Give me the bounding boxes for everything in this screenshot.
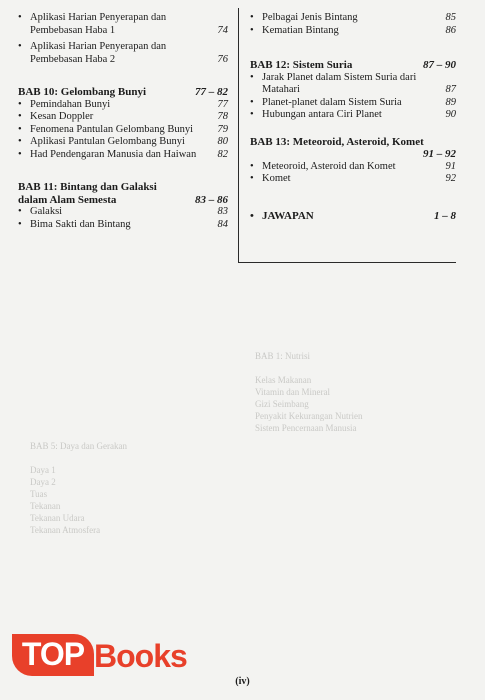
chapter-heading: BAB 10: Gelombang Bunyi 77 – 82: [18, 86, 228, 98]
toc-entry: • Aplikasi Harian Penyerapan dan Pembebasan Haba 2 76: [18, 41, 228, 66]
toc-entry: • Pelbagai Jenis Bintang 85: [250, 12, 456, 25]
chapter-heading: BAB 11: Bintang dan Galaksi dalam Alam Semesta 83 – 86: [18, 181, 228, 206]
toc-entry: • Planet-planet dalam Sistem Suria 89: [250, 97, 456, 110]
answers-entry: • JAWAPAN 1 – 8: [250, 210, 456, 223]
toc-entry: • Jarak Planet dalam Sistem Suria dari Matahari 87: [250, 72, 456, 97]
logo-books-text: Books: [94, 638, 187, 674]
left-column: [18, 12, 228, 231]
logo-top-badge: TOP: [12, 634, 94, 676]
toc-entry: • Meteoroid, Asteroid dan Komet 91: [250, 161, 456, 174]
bleed-through-text: BAB 1: Nutrisi Kelas Makanan Vitamin dan Mineral Gizi Seimbang Penyakit Kekurangan Nutrien Sistem Pencernaan Manusia: [255, 351, 363, 433]
bleed-through-text-2: BAB 5: Daya dan Gerakan Daya 1 Daya 2 Tuas Tekanan Tekanan Udara Tekanan Atmosfera: [30, 441, 127, 535]
section-rule: [238, 262, 456, 263]
toc-entry: • Fenomena Pantulan Gelombang Bunyi 79: [18, 124, 228, 137]
toc-entry: • Komet 92: [250, 173, 456, 186]
right-column: [250, 12, 456, 222]
column-divider: [238, 8, 239, 263]
chapter-heading: BAB 13: Meteoroid, Asteroid, Komet 91 – 92: [250, 135, 456, 160]
page-number: (iv): [235, 676, 250, 687]
toc-entry: • Aplikasi Harian Penyerapan dan Pembebasan Haba 1 74: [18, 12, 228, 37]
toc-entry: • Pemindahan Bunyi 77: [18, 99, 228, 112]
toc-entry: • Had Pendengaran Manusia dan Haiwan 82: [18, 149, 228, 162]
chapter-heading: BAB 12: Sistem Suria 87 – 90: [250, 59, 456, 71]
toc-entry: • Hubungan antara Ciri Planet 90: [250, 109, 456, 122]
toc-entry: • Bima Sakti dan Bintang 84: [18, 219, 228, 232]
toc-entry: • Kematian Bintang 86: [250, 25, 456, 38]
toc-entry: • Galaksi 83: [18, 206, 228, 219]
toc-entry: • Kesan Doppler 78: [18, 111, 228, 124]
toc-entry: • Aplikasi Pantulan Gelombang Bunyi 80: [18, 136, 228, 149]
topbooks-logo: [12, 634, 187, 678]
